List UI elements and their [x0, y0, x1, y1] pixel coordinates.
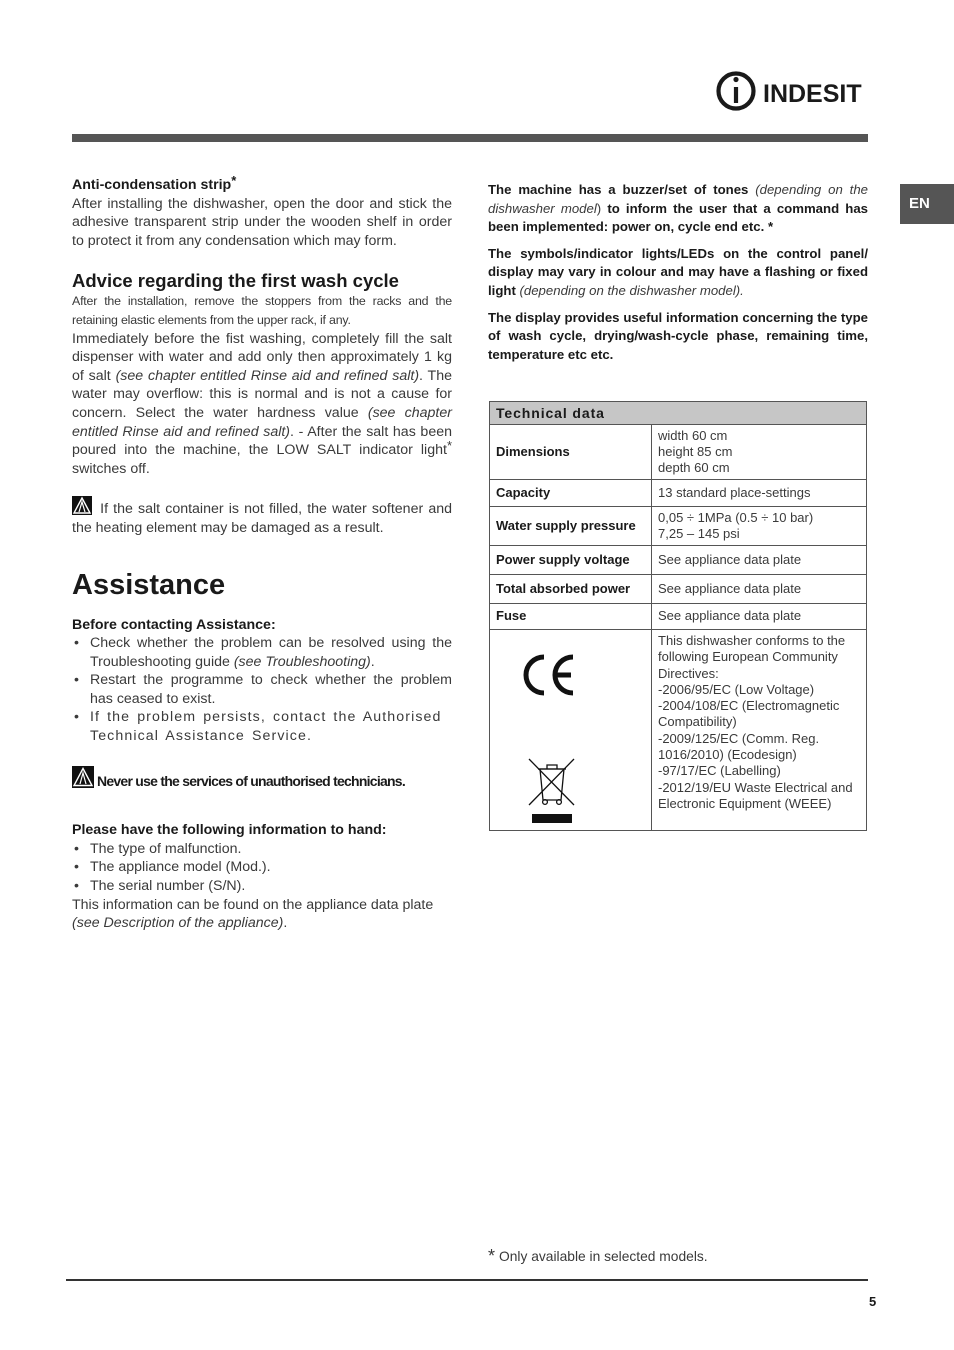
- row-value: width 60 cm height 85 cm depth 60 cm: [652, 425, 867, 480]
- table-row: [490, 604, 867, 630]
- warning-icon: [72, 496, 92, 515]
- info-title: Please have the following information to hand:: [72, 822, 387, 839]
- header-rule: [72, 134, 868, 142]
- list-item: • The type of malfunction.: [72, 840, 452, 859]
- advice-paragraph-2: Immediately before the fist washing, completely fill the salt dispenser with water and add only then approximately 1 kg of salt (see chapter entitled Rinse aid and refined salt). The water may overflow: this is normal and is not a cause for concern. Select the water hardness value (see chapter entitled Rinse aid and refined salt). - After the salt has been poured into the machine, the LOW SALT indicator light* switches off.: [72, 330, 453, 477]
- table-row: [490, 507, 867, 546]
- page-number: 5: [869, 1294, 877, 1309]
- advice-paragraph-1: After the installation, remove the stoppers from the racks and the retaining elastic elements from the upper rack, if any.: [72, 294, 452, 327]
- buzzer-paragraph: The machine has a buzzer/set of tones (depending on the dishwasher model) to inform the user that a command has been implemented: power on, cycle end etc. *: [488, 182, 868, 235]
- compliance-text: This dishwasher conforms to the following European Community Directives: -2006/95/EC (Low Voltage) -2004/108/EC (Electromagnetic Compatibility) -2009/125/EC (Comm. Reg. 1016/2010) (Ecodesign) -97/17/EC (Labelling) -2012/19/EU Waste Electrical and Electronic Equipment (WEEE): [652, 630, 867, 831]
- list-item: • Check whether the problem can be resolved using the Troubleshooting guide (see Troubleshooting).: [72, 634, 452, 671]
- brand-wordmark: INDESIT: [763, 80, 862, 108]
- anti-condensation-title: Anti-condensation strip*: [72, 173, 237, 193]
- before-contacting-list: [72, 634, 452, 746]
- indesit-logo-graphic: [716, 68, 871, 114]
- advice-heading: Advice regarding the first wash cycle: [72, 270, 399, 292]
- ce-mark-icon: [520, 652, 578, 698]
- row-value: See appliance data plate: [652, 575, 867, 604]
- table-row: [490, 575, 867, 604]
- table-row: [490, 630, 867, 831]
- compliance-marks: [490, 630, 652, 831]
- weee-bin-icon: [528, 758, 576, 826]
- row-value: 0,05 ÷ 1MPa (0.5 ÷ 10 bar) 7,25 – 145 psi: [652, 507, 867, 546]
- table-title: Technical data: [490, 402, 867, 425]
- row-label: Water supply pressure: [490, 507, 652, 546]
- salt-warning: If the salt container is not filled, the water softener and the heating element may be damaged as a result.: [72, 496, 452, 537]
- right-column: [488, 181, 868, 364]
- row-label: Power supply voltage: [490, 546, 652, 575]
- row-value: See appliance data plate: [652, 604, 867, 630]
- list-item: • Restart the programme to check whether the problem has ceased to exist.: [72, 671, 452, 708]
- left-column: [72, 173, 453, 933]
- assistance-heading: Assistance: [72, 568, 226, 601]
- technicians-warning: Never use the services of unauthorised technicians.: [72, 766, 452, 792]
- row-label: Capacity: [490, 480, 652, 507]
- list-item: • The serial number (S/N).: [72, 877, 452, 896]
- info-body: This information can be found on the appliance data plate (see Description of the appliance).: [72, 896, 434, 932]
- warning-icon: [72, 766, 94, 788]
- list-item: • The appliance model (Mod.).: [72, 858, 452, 877]
- table-row: [490, 480, 867, 507]
- footnote: * Only available in selected models.: [488, 1246, 708, 1266]
- anti-condensation-text: After installing the dishwasher, open the door and stick the adhesive transparent strip under the wooden shelf in order to protect it from any condensation which may form.: [72, 195, 452, 249]
- info-list: [72, 840, 452, 896]
- indicator-paragraph: The symbols/indicator lights/LEDs on the control panel/ display may vary in colour and may have a flashing or fixed light (depending on the dishwasher model).: [488, 245, 868, 298]
- row-label: Dimensions: [490, 425, 652, 480]
- row-value: 13 standard place-settings: [652, 480, 867, 507]
- table-row: [490, 425, 867, 480]
- list-item: • If the problem persists, contact the Authorised Technical Assistance Service.: [72, 708, 452, 745]
- indesit-logo: [716, 68, 871, 114]
- technical-data-table: [489, 401, 867, 831]
- table-row: [490, 546, 867, 575]
- footer-rule: [66, 1279, 868, 1281]
- before-contacting-title: Before contacting Assistance:: [72, 616, 276, 633]
- display-paragraph: The display provides useful information concerning the type of wash cycle, drying/wash-cycle phase, remaining time, temperature etc etc.: [488, 309, 868, 362]
- row-value: See appliance data plate: [652, 546, 867, 575]
- row-label: Fuse: [490, 604, 652, 630]
- language-tab: EN: [900, 184, 954, 224]
- row-label: Total absorbed power: [490, 575, 652, 604]
